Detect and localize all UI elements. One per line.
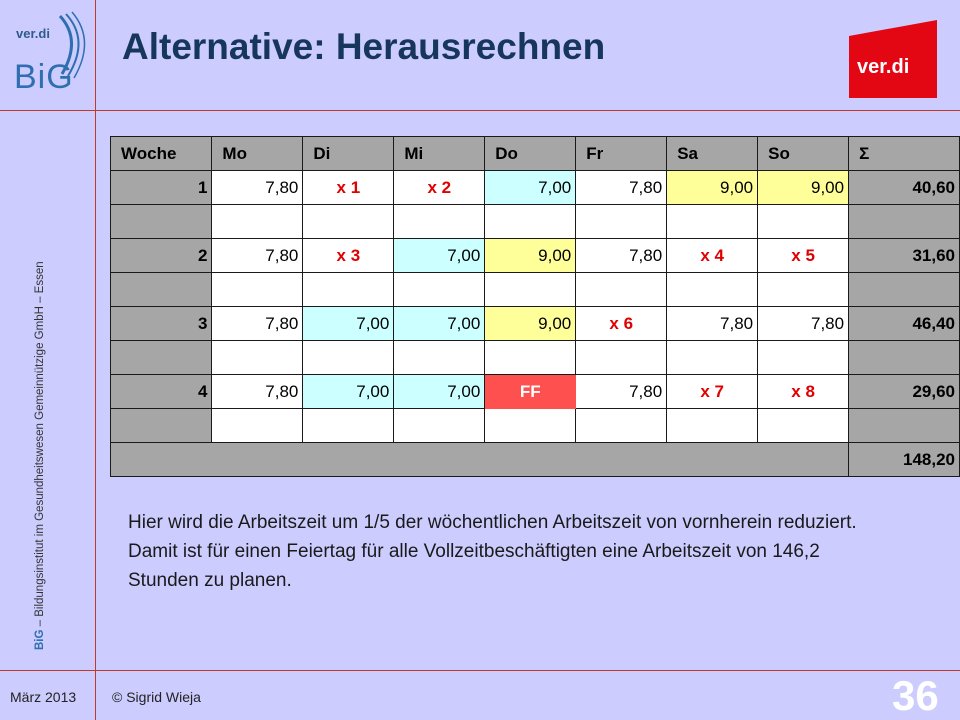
spacer-cell (758, 409, 849, 443)
spacer-cell (212, 341, 303, 375)
table-cell: 7,00 (394, 239, 485, 273)
spacer-cell (667, 341, 758, 375)
spacer-row (111, 409, 960, 443)
spacer-cell (758, 273, 849, 307)
header-woche: Woche (111, 137, 212, 171)
table-cell: x 7 (667, 375, 758, 409)
page-number: 36 (892, 672, 939, 719)
table-cell: 7,80 (212, 375, 303, 409)
week-cell: 4 (111, 375, 212, 409)
spacer-cell (111, 409, 212, 443)
table-cell: 7,00 (394, 307, 485, 341)
spacer-cell (394, 205, 485, 239)
table-cell: 7,80 (212, 171, 303, 205)
institute-vertical-text (34, 150, 46, 650)
spacer-cell (485, 273, 576, 307)
spacer-cell (849, 273, 960, 307)
table-cell: x 2 (394, 171, 485, 205)
spacer-cell (485, 205, 576, 239)
spacer-cell (849, 341, 960, 375)
header-sa: Sa (667, 137, 758, 171)
spacer-cell (394, 409, 485, 443)
spacer-cell (111, 205, 212, 239)
holiday-cell: FF (485, 375, 576, 409)
table-cell: 7,00 (303, 307, 394, 341)
spacer-cell (849, 205, 960, 239)
spacer-cell (212, 273, 303, 307)
header-mi: Mi (394, 137, 485, 171)
spacer-cell (303, 205, 394, 239)
table-cell: 7,80 (758, 307, 849, 341)
spacer-cell (303, 409, 394, 443)
spacer-cell (212, 205, 303, 239)
institute-name: – Bildungsinstitut im Gesundheitswesen Gemeinnützige GmbH – Essen (34, 261, 46, 630)
explanation-paragraph: Hier wird die Arbeitszeit um 1/5 der wöchentlichen Arbeitszeit von vornherein reduziert. Damit ist für einen Feiertag für alle Vollzeitbeschäftigten eine Arbeitszeit von 146,2 Stunden zu planen. (128, 512, 857, 591)
table-cell: x 4 (667, 239, 758, 273)
footer-copyright: © Sigrid Wieja (112, 689, 201, 705)
table-row (111, 239, 960, 273)
total-row (111, 443, 960, 477)
spacer-cell (212, 409, 303, 443)
week-sum-cell: 46,40 (849, 307, 960, 341)
spacer-cell (667, 273, 758, 307)
spacer-cell (394, 273, 485, 307)
big-verdi-label: ver.di (16, 26, 50, 41)
table-cell: 9,00 (485, 307, 576, 341)
week-sum-cell: 31,60 (849, 239, 960, 273)
table-cell: 7,00 (303, 375, 394, 409)
spacer-cell (576, 409, 667, 443)
table-row (111, 171, 960, 205)
header-di: Di (303, 137, 394, 171)
page-title: Alternative: Herausrechnen (122, 26, 606, 67)
spacer-cell (485, 341, 576, 375)
verdi-logo (845, 18, 941, 98)
table-cell: 9,00 (485, 239, 576, 273)
verdi-logo-text: ver.di (857, 56, 910, 78)
spacer-cell (485, 409, 576, 443)
header-divider-line (0, 110, 960, 111)
table-cell: 7,00 (394, 375, 485, 409)
header-mo: Mo (212, 137, 303, 171)
spacer-row (111, 341, 960, 375)
spacer-cell (303, 273, 394, 307)
big-logo (8, 10, 88, 100)
institute-prefix: BiG (34, 629, 46, 650)
table-cell: 7,80 (576, 239, 667, 273)
header-sum: Σ (849, 137, 960, 171)
table-cell: 7,80 (667, 307, 758, 341)
table-header-row (111, 137, 960, 171)
table-cell: 9,00 (667, 171, 758, 205)
table-cell: x 1 (303, 171, 394, 205)
spacer-cell (576, 205, 667, 239)
footer-date: März 2013 (10, 689, 77, 705)
total-label-cell (111, 443, 849, 477)
total-sum-cell: 148,20 (849, 443, 960, 477)
header-so: So (758, 137, 849, 171)
spacer-row (111, 205, 960, 239)
spacer-cell (303, 341, 394, 375)
week-cell: 2 (111, 239, 212, 273)
table-cell: 7,80 (212, 239, 303, 273)
spacer-cell (394, 341, 485, 375)
spacer-cell (667, 205, 758, 239)
header-do: Do (485, 137, 576, 171)
spacer-cell (758, 205, 849, 239)
left-divider-line (95, 0, 96, 720)
week-cell: 1 (111, 171, 212, 205)
table-cell: 7,80 (576, 375, 667, 409)
week-sum-cell: 40,60 (849, 171, 960, 205)
week-sum-cell: 29,60 (849, 375, 960, 409)
header-fr: Fr (576, 137, 667, 171)
schedule-table (110, 136, 960, 477)
spacer-cell (758, 341, 849, 375)
spacer-row (111, 273, 960, 307)
big-logo-text: BiG (14, 58, 74, 96)
table-cell: 7,00 (485, 171, 576, 205)
spacer-cell (111, 273, 212, 307)
spacer-cell (667, 409, 758, 443)
spacer-cell (111, 341, 212, 375)
week-cell: 3 (111, 307, 212, 341)
table-row (111, 307, 960, 341)
table-cell: 7,80 (212, 307, 303, 341)
footer-divider-line (0, 670, 960, 671)
table-cell: x 5 (758, 239, 849, 273)
table-cell: x 3 (303, 239, 394, 273)
table-cell: 7,80 (576, 171, 667, 205)
table-row (111, 375, 960, 409)
table-cell: 9,00 (758, 171, 849, 205)
spacer-cell (849, 409, 960, 443)
table-cell: x 6 (576, 307, 667, 341)
table-cell: x 8 (758, 375, 849, 409)
spacer-cell (576, 341, 667, 375)
spacer-cell (576, 273, 667, 307)
